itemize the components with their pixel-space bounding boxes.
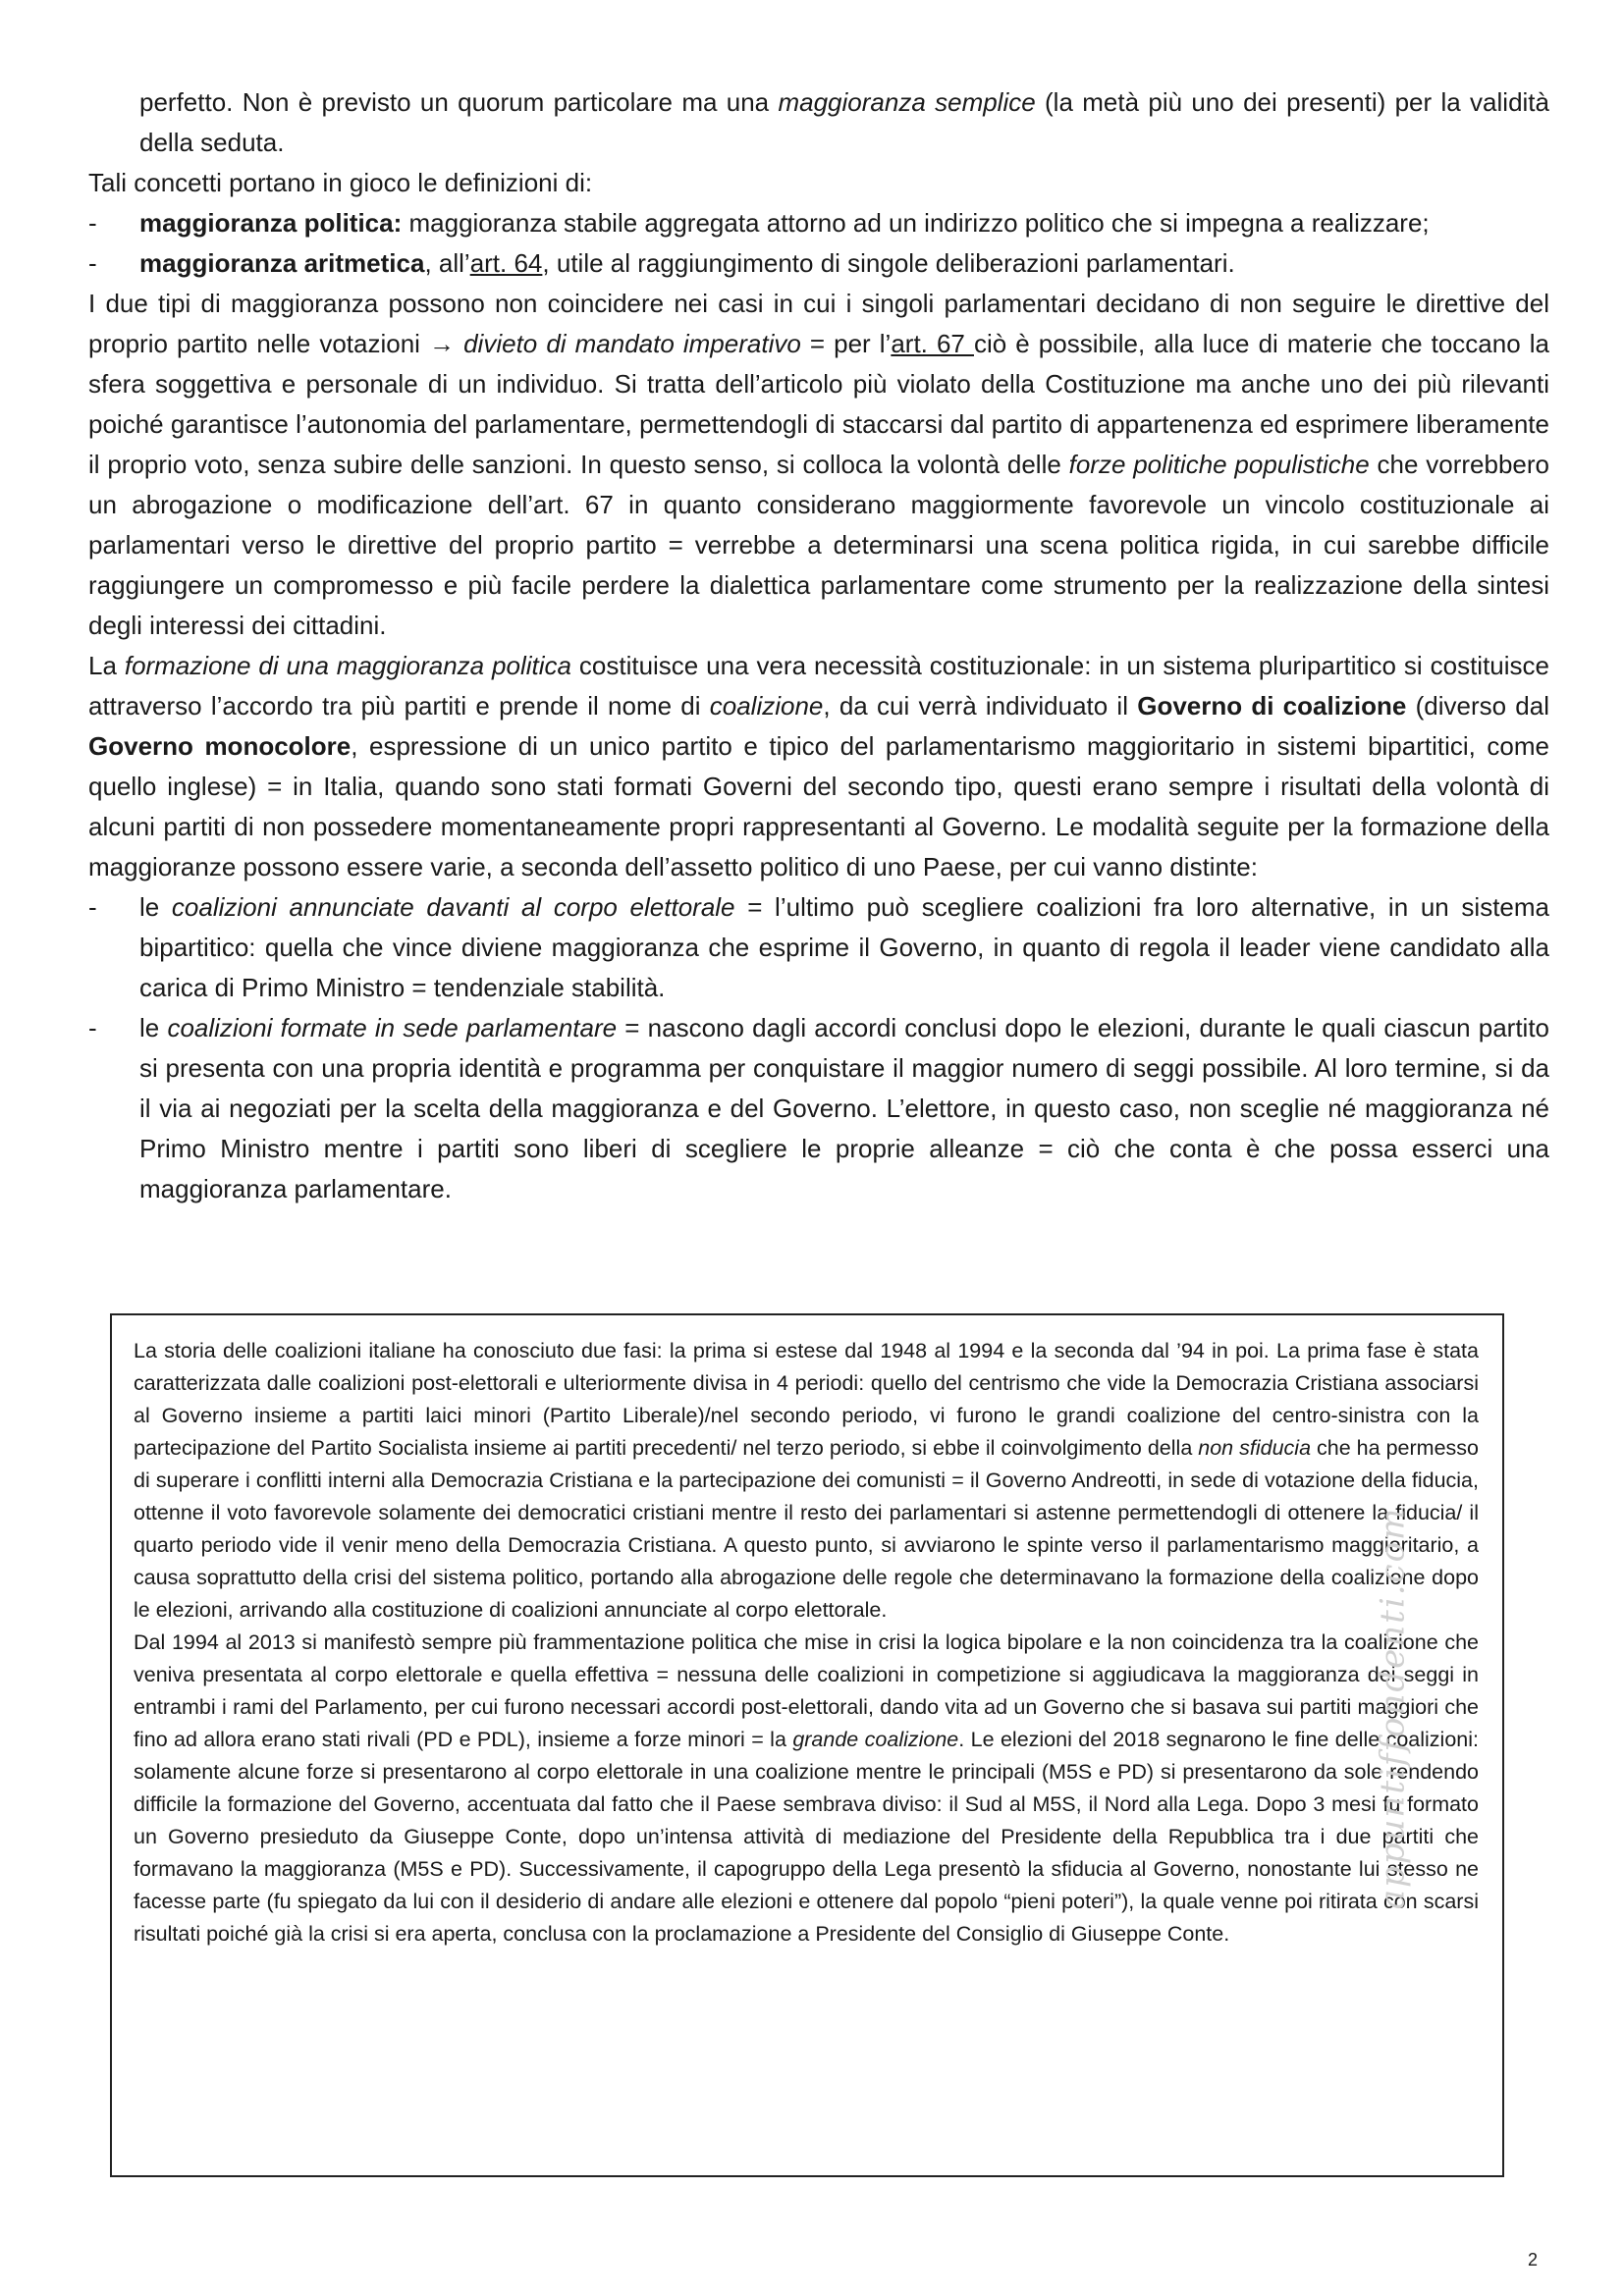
article-link[interactable]: art. 67 bbox=[891, 329, 974, 358]
watermark-text: appuntiffondenti.com bbox=[1373, 1506, 1413, 1910]
bullet-dash: - bbox=[88, 248, 97, 278]
text-run: che ha permesso di superare i conflitti interni alla Democrazia Cristiana e la partecipazione dei comunisti = il Governo Andreotti, in sede di votazione della fiducia, ottenne il voto favorevole solamente dei democratici cristiani mentre il resto dei parlamentari si astenne permettendogli di ottenere la fiducia/ il quarto periodo vide il venir meno della Democrazia Cristiana. A questo punto, si avviarono le spinte verso il parlamentarismo maggioritario, a causa soprattutto della crisi del sistema politico, portando alla abrogazione delle regole che determinavano la formazione della coalizione dopo le elezioni, arrivando alla costituzione di coalizioni annunciate al corpo elettorale. bbox=[134, 1436, 1479, 1622]
text-run: . Le elezioni del 2018 segnarono le fine delle coalizioni: solamente alcune forze si presentarono al corpo elettorale in una coalizione mentre le principali (M5S e PD) si presentarono da sole rendendo difficile la formazione del Governo, accentuata dal fatto che il Paese sembrava diviso: il Sud al M5S, il Nord alla Lega. Dopo 3 mesi fu formato un Governo presieduto da Giuseppe Conte, dopo un’intensa attività di mediazione del Presidente della Repubblica tra i due partiti che formavano la maggioranza (M5S e PD). Successivamente, il capogruppo della Lega presentò la sfiducia al Governo, nonostante lui stesso ne facesse parte (fu spiegato da lui con il desiderio di andare alle elezioni e ottenere dal popolo “pieni poteri”), la quale venne poi ritirata con scarsi risultati poiché già la crisi si era aperta, conclusa con la proclamazione a Presidente del Consiglio di Giuseppe Conte. bbox=[134, 1728, 1479, 1946]
list-item bbox=[88, 1008, 1549, 1209]
bullet-dash: - bbox=[88, 1013, 97, 1042]
text-run: = nascono dagli accordi conclusi dopo le elezioni, durante le quali ciascun partito si presenta con una propria identità e programma per conquistare il maggior numero di seggi possibile. Al loro termine, si da il via ai negoziati per la scelta della maggioranza e del Governo. L’elettore, in questo caso, non sceglie né maggioranza né Primo Ministro mentre i partiti sono liberi di scegliere le proprie alleanze = ciò che conta è che possa esserci una maggioranza parlamentare. bbox=[139, 1013, 1549, 1203]
page-number: 2 bbox=[1528, 2250, 1539, 2269]
text-run: (la metà più uno dei presenti) per la validità della seduta. bbox=[139, 87, 1549, 157]
text-run: costituisce una vera necessità costituzionale: in un sistema pluripartitico si costituisce attraverso l’accordo tra più partiti e prende il nome di bbox=[88, 651, 1549, 721]
text-run: = per l’ bbox=[800, 329, 892, 358]
emphasis: formazione di una maggioranza politica bbox=[124, 651, 571, 680]
definition-term: maggioranza aritmetica bbox=[139, 248, 425, 278]
emphasis: coalizioni formate in sede parlamentare bbox=[167, 1013, 618, 1042]
text-run: , utile al raggiungimento di singole deliberazioni parlamentari. bbox=[542, 248, 1235, 278]
definitions-lead: Tali concetti portano in gioco le definizioni di: bbox=[88, 168, 593, 197]
text-run: , all’ bbox=[424, 248, 470, 278]
emphasis: coalizione bbox=[709, 691, 824, 721]
emphasis: maggioranza semplice bbox=[778, 87, 1036, 117]
definition-item bbox=[88, 203, 1549, 243]
text-run: La storia delle coalizioni italiane ha conosciuto due fasi: la prima si estese dal 1948 al 1994 e la seconda dal ’94 in poi. La prima fase è stata caratterizzata dalle coalizioni post-elettorali e ulteriormente divisa in 4 periodi: quello del centrismo che vide la Democrazia Cristiana associarsi al Governo insieme a partiti laici minori (Partito Liberale)/nel secondo periodo, vi furono le grandi coalizione del centro-sinistra con la partecipazione del Partito Socialista insieme ai partiti precedenti/ nel terzo periodo, si ebbe il coinvolgimento della bbox=[134, 1339, 1479, 1460]
document-body bbox=[88, 82, 1549, 1209]
emphasis: forze politiche populistiche bbox=[1068, 450, 1370, 479]
list-item bbox=[88, 887, 1549, 1008]
text-run: La bbox=[88, 651, 125, 680]
definition-term: maggioranza politica: bbox=[139, 208, 403, 238]
article-link[interactable]: art. 64 bbox=[469, 248, 543, 278]
history-paragraph bbox=[134, 1335, 1479, 1627]
emphasis: grande coalizione bbox=[792, 1728, 959, 1751]
paragraph-coalition bbox=[88, 646, 1549, 887]
text-run: ciò è possibile, alla luce di materie che toccano la sfera soggettiva e personale di un individuo. Si tratta dell’articolo più violato della Costituzione ma anche uno dei più rilevanti poiché garantisce l’autonomia del parlamentare, permettendogli di staccarsi dal partito di appartenenza ed esprimere liberamente il proprio voto, senza subire delle sanzioni. In questo senso, si colloca la volontà delle bbox=[88, 329, 1549, 479]
text-run: I due tipi di maggioranza possono non coincidere nei casi in cui i singoli parlamentari decidano di non seguire le direttive del proprio partito nelle votazioni → bbox=[88, 289, 1549, 358]
history-paragraph bbox=[134, 1627, 1479, 1950]
text-run: maggioranza stabile aggregata attorno ad un indirizzo politico che si impegna a realizzare; bbox=[402, 208, 1430, 238]
text-run: perfetto. Non è previsto un quorum particolare ma una bbox=[139, 87, 779, 117]
text-run: Dal 1994 al 2013 si manifestò sempre più frammentazione politica che mise in crisi la logica bipolare e la non coincidenza tra la coalizione che veniva presentata al corpo elettorale e quella effettiva = nessuna delle coalizioni in competizione si aggiudicava la maggioranza dei seggi in entrambi i rami del Parlamento, per cui furono necessari accordi post-elettorali, dando vita ad un Governo che si basava sui partiti maggiori che fino ad allora erano stati rivali (PD e PDL), insieme a forze minori = la bbox=[134, 1630, 1479, 1751]
emphasis: divieto di mandato imperativo bbox=[463, 329, 801, 358]
bullet-dash: - bbox=[88, 208, 97, 238]
emphasis: coalizioni annunciate davanti al corpo elettorale bbox=[171, 892, 735, 922]
text-run: , espressione di un unico partito e tipico del parlamentarismo maggioritario in sistemi bipartitici, come quello inglese) = in Italia, quando sono stati formati Governi del secondo tipo, questi erano sempre i risultati della volontà di alcuni partiti di non possedere momentaneamente propri rappresentanti al Governo. Le modalità seguite per la formazione della maggioranze possono essere varie, a seconda dell’assetto politico di uno Paese, per cui vanno distinte: bbox=[88, 731, 1549, 881]
text-run: = l’ultimo può scegliere coalizioni fra loro alternative, in un sistema bipartitico: quella che vince diviene maggioranza che esprime il Governo, in quanto di regola il leader viene candidato alla carica di Primo Ministro = tendenziale stabilità. bbox=[139, 892, 1550, 1002]
paragraph-majority-types bbox=[88, 284, 1549, 646]
text-run: le bbox=[139, 892, 172, 922]
text-run: , da cui verrà individuato il bbox=[823, 691, 1138, 721]
history-box bbox=[110, 1313, 1504, 2177]
text-run: (diverso dal bbox=[1406, 691, 1549, 721]
bullet-dash: - bbox=[88, 892, 97, 922]
intro-paragraph bbox=[88, 82, 1549, 163]
watermark bbox=[1373, 1433, 1412, 1983]
text-run: che vorrebbero un abrogazione o modificazione dell’art. 67 in quanto considerano maggiormente favorevole un vincolo costituzionale ai parlamentari verso le direttive del proprio partito = verrebbe a determinarsi una scena politica rigida, in cui sarebbe difficile raggiungere un compromesso e più facile perdere la dialettica parlamentare come strumento per la realizzazione della sintesi degli interessi dei cittadini. bbox=[88, 450, 1549, 640]
strong-term: Governo di coalizione bbox=[1137, 691, 1407, 721]
definition-item bbox=[88, 243, 1549, 284]
emphasis: non sfiducia bbox=[1198, 1436, 1312, 1460]
strong-term: Governo monocolore bbox=[88, 731, 352, 761]
text-run: le bbox=[139, 1013, 168, 1042]
